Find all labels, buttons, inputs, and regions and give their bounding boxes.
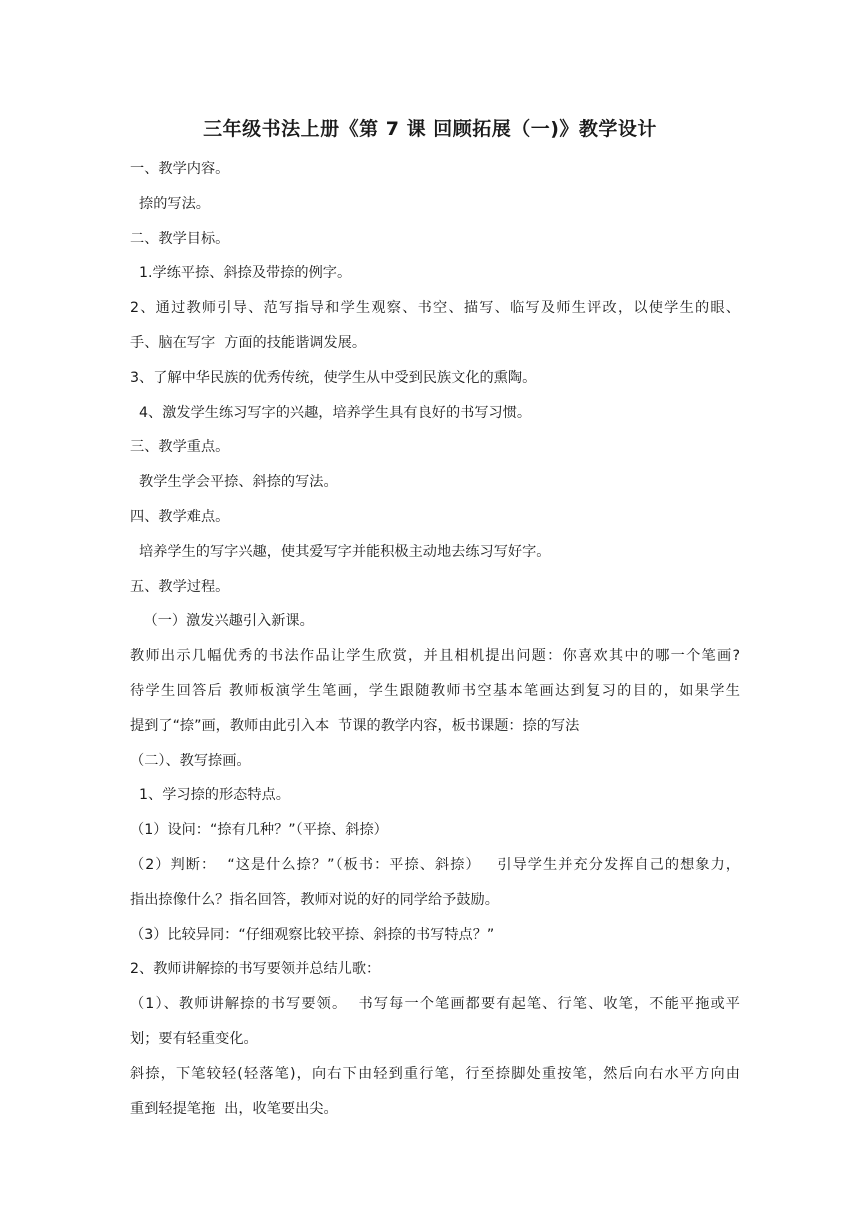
paragraph-line: （3）比较异同：“仔细观察比较平捺、斜捺的书写特点？” <box>130 926 495 943</box>
section-heading: 四、教学难点。 <box>130 508 230 525</box>
subsection-heading: （一）激发兴趣引入新课。 <box>130 613 314 630</box>
paragraph-line: 斜捺，下笔较轻(轻落笔)，向右下由轻到重行笔，行至捺脚处重按笔，然后向右水平方向由 <box>130 1065 740 1082</box>
paragraph-line: 培养学生的写字兴趣，使其爱写字并能积极主动地去练习写好字。 <box>130 543 551 560</box>
paragraph-line: （2）判断： “这是什么捺？”（板书：平捺、斜捺） 引导学生并充分发挥自己的想象力， <box>130 856 740 873</box>
paragraph-line: 提到了“捺”画，教师由此引入本 节课的教学内容，板书课题：捺的写法 <box>130 717 580 734</box>
paragraph-line: 2、教师讲解捺的书写要领并总结儿歌： <box>130 961 381 978</box>
section-heading: 一、教学内容。 <box>130 161 230 177</box>
paragraph-line: （1）、教师讲解捺的书写要领。 书写每一个笔画都要有起笔、行笔、收笔，不能平拖或平 <box>130 996 740 1013</box>
paragraph-line: 4、激发学生练习写字的兴趣，培养学生具有良好的书写习惯。 <box>130 404 532 421</box>
paragraph-line: 2、通过教师引导、范写指导和学生观察、书空、描写、临写及师生评改，以使学生的眼、 <box>130 300 740 317</box>
paragraph-line: 捺的写法。 <box>130 195 210 212</box>
paragraph-line: 3、了解中华民族的优秀传统，使学生从中受到民族文化的熏陶。 <box>130 369 537 386</box>
subsection-heading: （二）、教写捺画。 <box>130 752 251 769</box>
paragraph-line: 划；要有轻重变化。 <box>130 1030 258 1047</box>
section-heading: 三、教学重点。 <box>130 439 230 456</box>
paragraph-line: 指出捺像什么？指名回答，教师对说的好的同学给予鼓励。 <box>130 891 499 908</box>
paragraph-line: （1）设问：“捺有几种？”（平捺、斜捺） <box>130 822 388 839</box>
paragraph-line: 手、脑在写字 方面的技能谐调发展。 <box>130 334 367 351</box>
paragraph-line: 重到轻提笔拖 出，收笔要出尖。 <box>130 1100 338 1117</box>
section-heading: 五、教学过程。 <box>130 578 230 595</box>
paragraph-line: 教师出示几幅优秀的书法作品让学生欣赏，并且相机提出问题：你喜欢其中的哪一个笔画? <box>130 648 740 665</box>
paragraph-line: 待学生回答后 教师板演学生笔画，学生跟随教师书空基本笔画达到复习的目的，如果学生 <box>130 682 740 699</box>
paragraph-line: 1、学习捺的形态特点。 <box>130 787 290 804</box>
document-title: 三年级书法上册《第 7 课 回顾拓展（一)》教学设计 <box>203 118 657 140</box>
document-body <box>130 152 740 1126</box>
section-heading: 二、教学目标。 <box>130 230 230 247</box>
paragraph-line: 教学生学会平捺、斜捺的写法。 <box>130 474 338 491</box>
paragraph-line: 1.学练平捺、斜捺及带捺的例字。 <box>130 265 352 282</box>
